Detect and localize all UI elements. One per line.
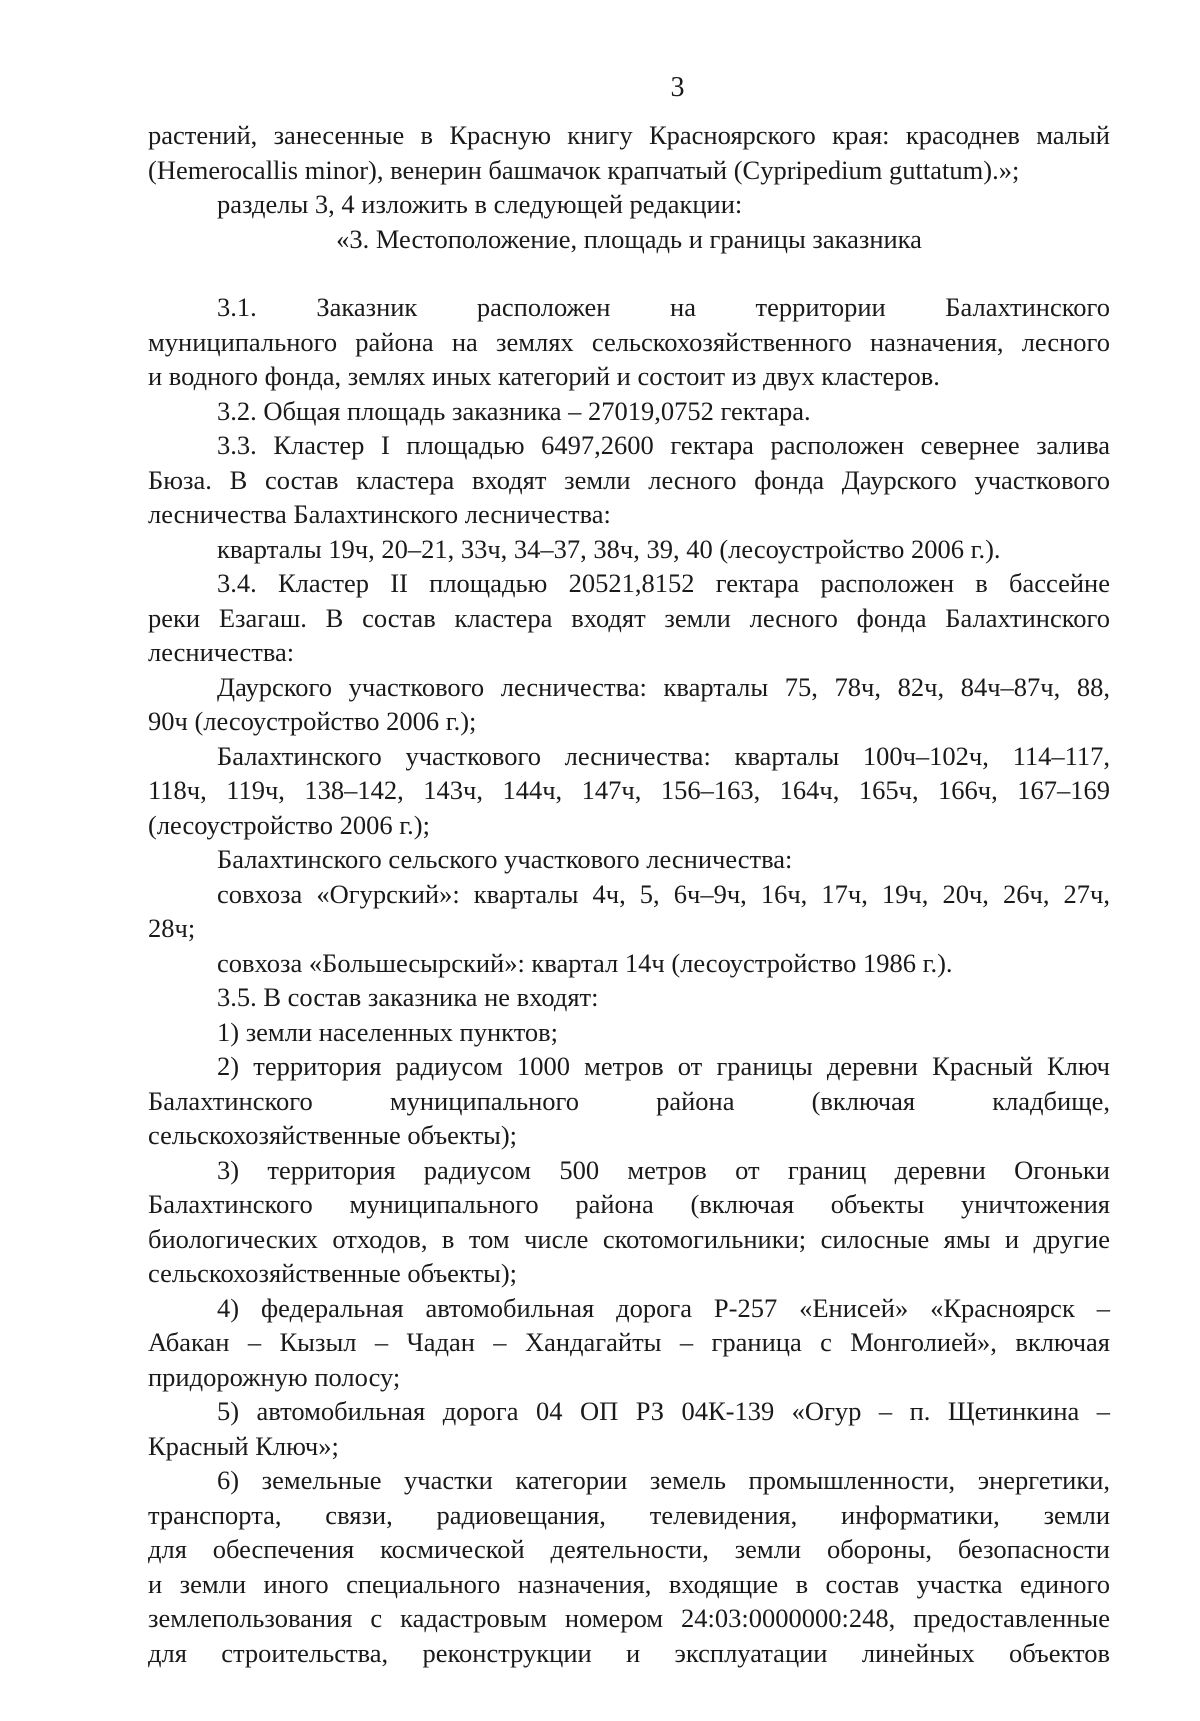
text-line: 3.4. Кластер II площадью 20521,8152 гектара расположен в бассейне	[217, 568, 1110, 598]
page-number: 3	[670, 72, 685, 103]
text-line: придорожную полосу;	[148, 1361, 401, 1392]
text-line: лесничества:	[148, 637, 295, 667]
text-line: 2) территория радиусом 1000 метров от границы деревни Красный Ключ	[217, 1051, 1110, 1081]
text-line: 5) автомобильная дорога 04 ОП РЗ 04К-139 «Огур – п. Щетинкина –	[217, 1396, 1110, 1426]
text-line: лесничества Балахтинского лесничества:	[148, 499, 611, 529]
text-line: 6) земельные участки категории земель промышленности, энергетики,	[217, 1465, 1110, 1495]
text-line: 3.2. Общая площадь заказника – 27019,0752 гектара.	[217, 395, 811, 426]
text-line: Абакан – Кызыл – Чадан – Хандагайты – граница с Монголией», включая	[148, 1327, 1110, 1357]
text-line: 3.5. В состав заказника не входят:	[217, 982, 599, 1012]
text-line: 1) земли населенных пунктов;	[217, 1016, 559, 1047]
text-line: Даурского участкового лесничества: кварталы 75, 78ч, 82ч, 84ч–87ч, 88,	[217, 671, 1110, 702]
text-line: Балахтинского сельского участкового лесничества:	[217, 844, 793, 874]
text-line: и земли иного специального назначения, входящие в состав участка единого	[148, 1568, 1110, 1599]
text-line: 3) территория радиусом 500 метров от границ деревни Огоньки	[217, 1154, 1110, 1185]
text-line: разделы 3, 4 изложить в следующей редакции:	[217, 189, 743, 219]
text-line: сельскохозяйственные объекты);	[148, 1258, 518, 1288]
text-line: 118ч, 119ч, 138–142, 143ч, 144ч, 147ч, 156–163, 164ч, 165ч, 166ч, 167–169	[148, 775, 1110, 805]
text-line: Красный Ключ»;	[148, 1430, 339, 1461]
text-line: совхоза «Большесырский»: квартал 14ч (лесоустройство 1986 г.).	[217, 947, 953, 978]
text-line: 28ч;	[148, 913, 196, 943]
text-line: кварталы 19ч, 20–21, 33ч, 34–37, 38ч, 39, 40 (лесоустройство 2006 г.).	[217, 533, 1001, 564]
blank-line	[148, 256, 1110, 290]
text-line: растений, занесенные в Красную книгу Красноярского края: красоднев малый	[148, 120, 1110, 150]
text-line: Балахтинского участкового лесничества: кварталы 100ч–102ч, 114–117,	[217, 740, 1110, 771]
text-line: сельскохозяйственные объекты);	[148, 1120, 518, 1150]
text-line: 4) федеральная автомобильная дорога Р-257 «Енисей» «Красноярск –	[217, 1292, 1110, 1323]
text-line: 3.1. Заказник расположен на территории Балахтинского	[217, 292, 1110, 322]
text-line: (лесоустройство 2006 г.);	[148, 809, 430, 840]
text-line: и водного фонда, землях иных категорий и состоит из двух кластеров.	[148, 361, 940, 391]
text-line: Балахтинского муниципального района (включая объекты уничтожения	[148, 1189, 1110, 1219]
text-line: (Hemerocallis minor), венерин башмачок крапчатый (Cypripedium guttatum).»;	[148, 154, 1020, 185]
text-line: для обеспечения космической деятельности, земли обороны, безопасности	[148, 1534, 1110, 1564]
text-line: 90ч (лесоустройство 2006 г.);	[148, 706, 477, 736]
text-line: муниципального района на землях сельскохозяйственного назначения, лесного	[148, 326, 1110, 357]
text-line: транспорта, связи, радиовещания, телевидения, информатики, земли	[148, 1499, 1110, 1530]
text-line: биологических отходов, в том числе скотомогильники; силосные ямы и другие	[148, 1223, 1110, 1254]
text-line: землепользования с кадастровым номером 24:03:0000000:248, предоставленные	[148, 1603, 1110, 1633]
text-line: реки Езагаш. В состав кластера входят земли лесного фонда Балахтинского	[148, 602, 1110, 633]
text-line: Бюза. В состав кластера входят земли лесного фонда Даурского участкового	[148, 464, 1110, 495]
text-line: Балахтинского муниципального района (включая кладбище,	[148, 1085, 1110, 1116]
text-line: 3.3. Кластер I площадью 6497,2600 гектара расположен севернее залива	[217, 430, 1110, 460]
text-line: для строительства, реконструкции и эксплуатации линейных объектов	[148, 1637, 1110, 1668]
text-line: «3. Местоположение, площадь и границы заказника	[336, 223, 922, 254]
document-body	[148, 118, 1110, 1670]
text-line: совхоза «Огурский»: кварталы 4ч, 5, 6ч–9ч, 16ч, 17ч, 19ч, 20ч, 26ч, 27ч,	[217, 878, 1110, 909]
